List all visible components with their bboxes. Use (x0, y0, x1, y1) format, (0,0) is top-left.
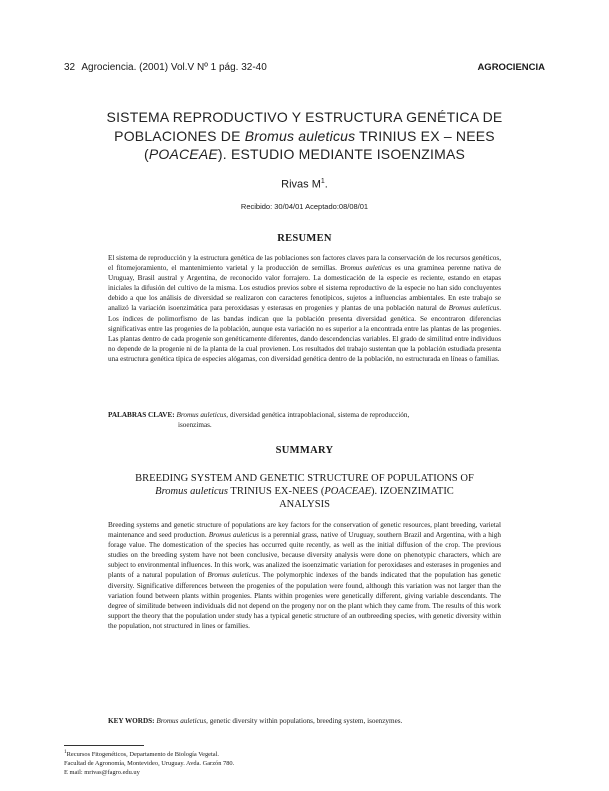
footnote: $^1$Recursos Fitogenéticos, Departamento de Biología Vegetal. Facultad de Agronomía, Montevideo, Uruguay. Avda. Garzón 780. E mail: mrivas@fagro.edu.uy (64, 749, 235, 777)
summary-heading: SUMMARY (275, 445, 334, 456)
running-header (64, 62, 545, 74)
summary-abstract: Breeding systems and genetic structure of populations are key factors for the conservation of genetic resources, plant breeding, varietal maintenance and seed production. Bromus auleticus is a perennial grass, native of Uruguay, southern Brazil and Argentina, with a high forage value. The domestication of the species has occurred quite recently, as well as the initial diffusion of the crop. The previous studies on the breeding system have not been conclusive, because diversity analysis were done on phenotypic characters, which are subject to environmental influences. In this work, was analized the isoenzimatic variation for peroxidases and esterases in progenies and plants of a natural population of Bromus auleticus. The polymorphic indexes of the bands indicated that the population has genetic diversity. Significative differences between the progenies of the population were found, although this variation was not larger than the variation found between plants within progenies. Plants within progenies were genetically different, giving variable descendants. The degree of similitude between individuals did not depend on the progeny nor on the plant which they came from. The results of this work support the theory that the population under study has a typical genetic structure of an outbreeding species, with genetic diversity within the population, not structured in lines or families. (108, 521, 501, 630)
author: Rivas $M^1$. (281, 178, 328, 191)
palabras-clave: PALABRAS CLAVE: Bromus auleticus, diversidad genética intrapoblacional, sistema de reproducción, isoenzimas. (108, 411, 410, 430)
resumen-heading: RESUMEN (277, 233, 332, 244)
journal-name: AGROCIENCIA (477, 62, 545, 73)
key-words: KEY WORDS: Bromus auleticus, genetic diversity within populations, breeding system, isoenzymes. (108, 717, 403, 725)
resumen-abstract: El sistema de reproducción y la estructura genética de las poblaciones son factores claves para la conservación de los recursos genéticos, el fitomejoramiento, el mantenimiento varietal y la producción de semillas. Bromus auleticus es una gramínea perenne nativa de Uruguay, Brasil austral y Argentina, de reconocido valor forrajero. La domesticación de la especie es reciente, estando en etapas iniciales la difusión del cultivo de la misma. Los estudios previos sobre el sistema reproductivo de la especie no han sido concluyentes debido a que los análisis de diversidad se realizaron con caracteres fenotípicos, sujetos a influencias ambientales. En este trabajo se analizó la variación isoenzimática para peroxidasas y esterasas en progenies y plantas de una población natural de Bromus auleticus. Los índices de polimorfismo de las bandas indican que la población presenta diversidad genética. Se encontraron diferencias significativas entre las progenies de la población, aunque esta variación no es superior a la encontrada entre las plantas de las progenies. Las plantas dentro de cada progenie son genéticamente diferentes, dando descendencias variables. El grado de similitud entre individuos no depende de la progenie ni de la planta de la cual provienen. Los resultados del trabajo sustentan que la población estudiada presenta una estructura genética típica de especies alógamas, con diversidad genética dentro de la población, no estructurada en líneas o familias. (108, 254, 502, 363)
received-accepted-dates: Recibido: 30/04/01 Aceptado:08/08/01 (240, 202, 369, 211)
journal-citation: Agrociencia. (2001) Vol.V Nº 1 pág. 32-40 (81, 62, 267, 73)
page-number: 32 (64, 62, 76, 73)
english-title: BREEDING SYSTEM AND GENETIC STRUCTURE OF POPULATIONS OF Bromus auleticus TRINIUS EX-NEES (POACEAE). IZOENZIMATIC ANALYSIS (135, 473, 474, 510)
paper-title: SISTEMA REPRODUCTIVO Y ESTRUCTURA GENÉTICA DE POBLACIONES DE Bromus auleticus TRINIUS EX – NEES (POACEAE). ESTUDIO MEDIANTE ISOENZIMAS (106, 109, 503, 162)
footnote-divider (64, 745, 144, 746)
